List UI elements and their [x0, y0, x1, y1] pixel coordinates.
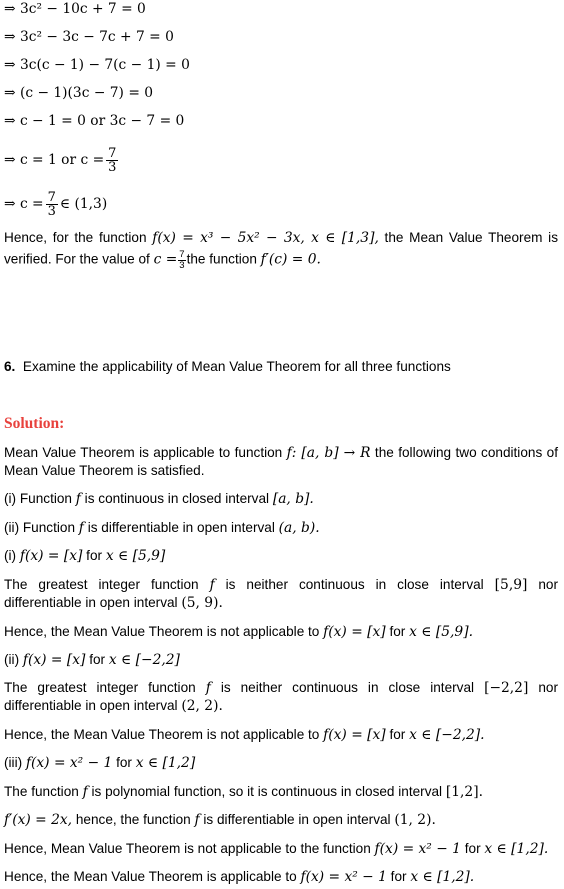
conclusion-text-b: the Mean Value Theorem is	[384, 230, 558, 245]
cond2-f: f	[78, 520, 84, 536]
p1-concl-expr2: x ∈ [5,9].	[409, 624, 473, 640]
conclusion-num: 7	[179, 249, 185, 260]
p2-head-a: (ii)	[4, 652, 20, 667]
p1-l1-b: is neither continuous in close interval	[225, 577, 484, 592]
conclusion-c-var: c =	[153, 251, 178, 268]
solution-label: Solution:	[4, 415, 65, 432]
part-3-line-1	[4, 783, 483, 801]
p2-head-expr: f(x) = [x]	[22, 652, 86, 668]
p2-l2-a: differentiable in open interval	[4, 698, 178, 713]
p3-head-expr: f(x) = x² − 1	[25, 755, 113, 771]
p1-concl-b: for	[389, 624, 406, 639]
step-1: ⇒ 3c² − 10c + 7 = 0	[4, 1, 146, 17]
step-4: ⇒ (c − 1)(3c − 7) = 0	[4, 85, 154, 101]
p2-head-b: for	[89, 652, 106, 667]
p1-head-expr: f(x) = [x]	[19, 548, 83, 564]
condition-1	[4, 490, 314, 508]
p2-concl-expr2: x ∈ [−2,2].	[409, 727, 485, 743]
step-6	[4, 140, 120, 180]
step-6-num: 7	[108, 146, 117, 161]
intro-expr: f: [a, b] → R	[286, 445, 371, 461]
part-2-conclusion	[4, 726, 485, 744]
intro-text-b: the following two conditions of	[374, 445, 558, 460]
p3-l2-f: f	[194, 812, 200, 828]
cond2-text-a: (ii) Function	[4, 520, 76, 535]
p1-head-a: (i)	[4, 548, 17, 563]
cond1-text-a: (i) Function	[4, 491, 72, 506]
step-7-den: 3	[47, 204, 56, 219]
part-3-conclusion-2	[4, 868, 474, 886]
p3-head-b: for	[116, 755, 132, 770]
p3-l2-b: is differentiable in open interval	[203, 812, 391, 827]
conclusion-text-c: verified. For the value of	[4, 251, 150, 267]
p3-l2-expr: f′(x) = 2x,	[4, 812, 73, 828]
step-6-fraction	[106, 147, 118, 174]
question-text: Examine the applicability of Mean Value Theorem for all three functions	[22, 359, 451, 374]
p3-concl1-expr2: x ∈ [1,2].	[484, 841, 549, 857]
conclusion-text-d: the function	[186, 251, 257, 267]
part-1-conclusion	[4, 623, 473, 641]
p3-concl1-expr: f(x) = x² − 1	[374, 841, 461, 857]
p3-l1-expr: [1,2].	[445, 784, 483, 800]
intro-text-a: Mean Value Theorem is applicable to function	[4, 445, 283, 460]
part-1-line-1	[4, 576, 558, 594]
p1-head-b: for	[86, 548, 103, 563]
part-3-heading	[4, 754, 195, 772]
p3-l2-a: hence, the function	[75, 812, 191, 827]
condition-2	[4, 519, 320, 537]
p1-l1-a: The greatest integer function	[4, 577, 199, 592]
step-7-lhs: ⇒ c =	[4, 196, 44, 212]
step-7	[4, 184, 107, 224]
question-6	[4, 358, 451, 376]
step-5: ⇒ c − 1 = 0 or 3c − 7 = 0	[4, 113, 185, 129]
p1-concl-a: Hence, the Mean Value Theorem is not applicable to	[4, 624, 320, 639]
part-2-line-1	[4, 679, 558, 697]
part-2-line-2	[4, 697, 223, 715]
p2-concl-expr: f(x) = [x]	[323, 727, 386, 743]
p2-l1-c: nor	[538, 680, 558, 695]
conclusion-line-1	[4, 229, 558, 247]
p2-l1-b: is neither continuous in close interval	[220, 680, 475, 695]
conclusion-function-expr: f(x) = x³ − 5x² − 3x, x ∈ [1,3],	[152, 230, 379, 246]
p3-concl1-a: Hence, Mean Value Theorem is not applicable to the function	[4, 841, 371, 856]
cond1-text-b: is continuous in closed interval	[84, 491, 270, 506]
conclusion-den: 3	[179, 259, 185, 271]
p1-l2-expr: (5, 9).	[181, 595, 223, 611]
conclusion-line-2	[4, 250, 321, 270]
intro-line-2: Mean Value Theorem is satisfied.	[4, 463, 205, 478]
part-3-line-2	[4, 811, 436, 829]
p2-concl-b: for	[389, 727, 406, 742]
step-7-rhs: ∈ (1,3)	[59, 196, 108, 212]
p3-l1-f: f	[82, 784, 88, 800]
p3-concl2-a: Hence, the Mean Value Theorem is applicable to	[4, 869, 297, 884]
p1-l2-a: differentiable in open interval	[4, 595, 178, 610]
intro-line-1	[4, 444, 558, 462]
p2-l1-a: The greatest integer function	[4, 680, 196, 695]
cond1-f: f	[75, 491, 81, 507]
p1-l1-expr: [5,9]	[494, 577, 528, 593]
p3-l1-b: is polynomial function, so it is continuous in closed interval	[91, 784, 443, 799]
p2-l1-expr: [−2,2]	[484, 680, 529, 696]
cond1-expr: [a, b].	[272, 491, 314, 507]
conclusion-text-a: Hence, for the function	[4, 230, 147, 245]
step-6-den: 3	[108, 160, 117, 175]
p3-head-expr2: x ∈ [1,2]	[135, 755, 196, 771]
question-number: 6.	[4, 359, 16, 374]
p1-l1-c: nor	[538, 577, 559, 592]
p1-l1-f: f	[209, 577, 215, 593]
p3-l1-a: The function	[4, 784, 79, 799]
p2-concl-a: Hence, the Mean Value Theorem is not applicable to	[4, 727, 320, 742]
part-1-heading	[4, 547, 165, 565]
part-3-conclusion-1	[4, 840, 548, 858]
p3-concl1-b: for	[464, 841, 481, 856]
step-7-fraction	[46, 191, 58, 218]
p1-concl-expr: f(x) = [x]	[323, 624, 386, 640]
conclusion-fraction	[178, 250, 185, 270]
step-7-num: 7	[47, 190, 56, 205]
p2-head-expr2: x ∈ [−2,2]	[108, 652, 180, 668]
p2-l1-f: f	[205, 680, 211, 696]
p3-concl2-b: for	[390, 869, 407, 884]
step-3: ⇒ 3c(c − 1) − 7(c − 1) = 0	[4, 57, 190, 73]
p3-l2-expr2: (1, 2).	[394, 812, 436, 828]
p2-l2-expr: (2, 2).	[181, 698, 223, 714]
p3-concl2-expr2: x ∈ [1,2].	[410, 869, 475, 885]
p1-head-expr2: x ∈ [5,9]	[105, 548, 166, 564]
p3-head-a: (iii)	[4, 755, 23, 770]
step-6-lhs: ⇒ c = 1 or c =	[4, 152, 105, 168]
conclusion-derivative-expr: f′(c) = 0.	[260, 251, 321, 268]
part-2-heading	[4, 651, 180, 669]
p3-concl2-expr: f(x) = x² − 1	[300, 869, 387, 885]
part-1-line-2	[4, 594, 223, 612]
cond2-text-b: is differentiable in open interval	[87, 520, 275, 535]
step-2: ⇒ 3c² − 3c − 7c + 7 = 0	[4, 29, 174, 45]
cond2-expr: (a, b).	[278, 520, 320, 536]
